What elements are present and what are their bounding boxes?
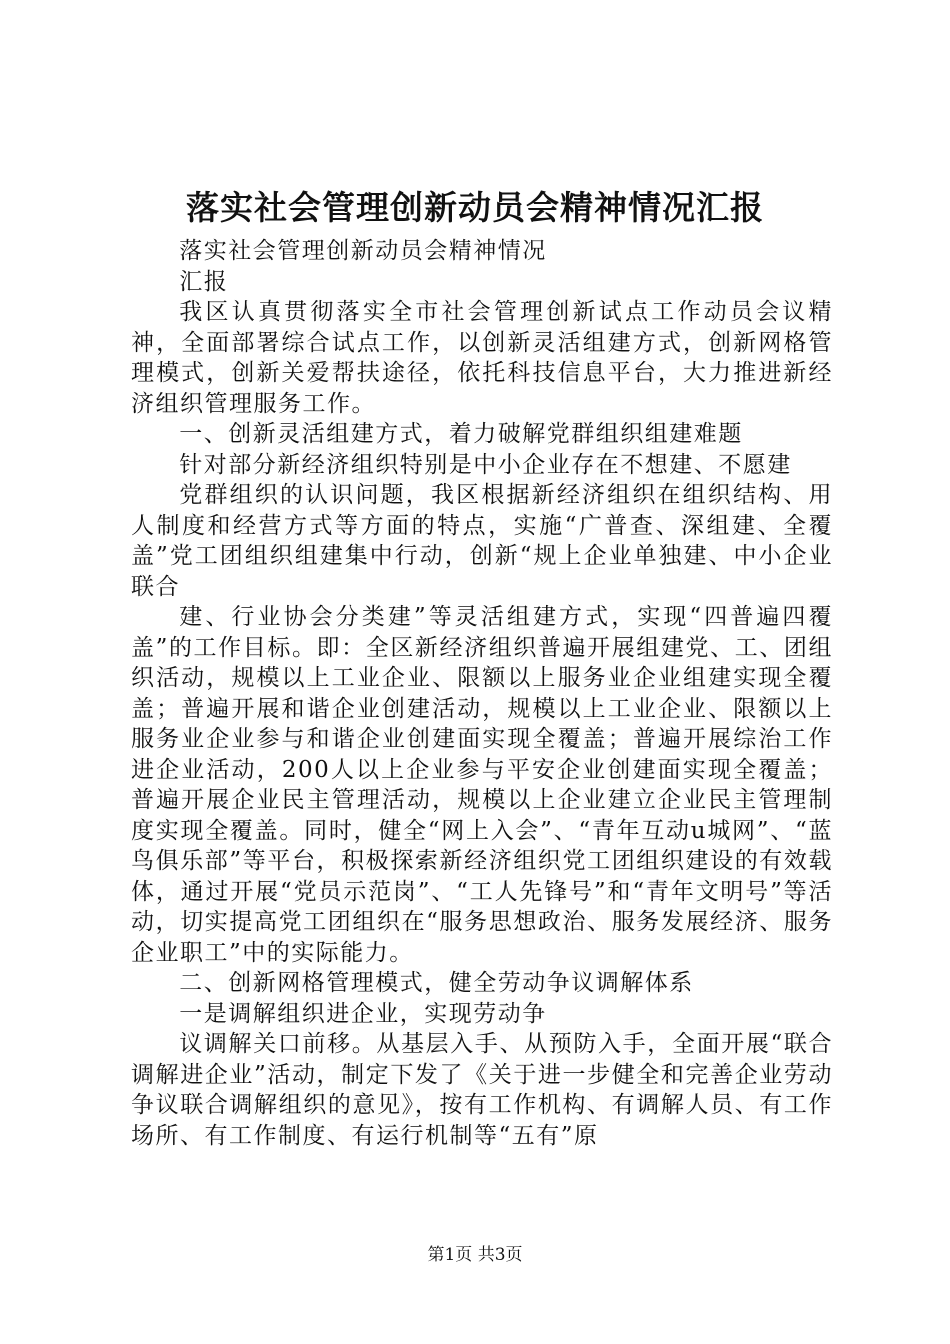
section-heading: 一、创新灵活组建方式，着力破解党群组织组建难题: [179, 421, 743, 447]
section-heading: 二、创新网格管理模式，健全劳动争议调解体系: [179, 970, 694, 996]
page-footer: 第1页 共3页: [427, 1245, 523, 1265]
paragraph: 一是调解组织进企业，实现劳动争: [179, 1000, 547, 1027]
subtitle-line: 落实社会管理创新动员会精神情况: [179, 238, 547, 264]
paragraph: 建、行业协会分类建”等灵活组建方式，实现“四普遍四覆盖”的工作目标。即：全区新经济组织普遍开展组建党、工、团组织活动，规模以上工业企业、限额以上服务业企业组建实现全覆盖；普遍开展和谐企业创建活动，规模以上工业企业、限额以上服务业企业参与和谐企业创建面实现全覆盖；普遍开展综治工作进企业活动，200人以上企业参与平安企业创建面实现全覆盖；普遍开展企业民主管理活动，规模以上企业建立企业民主管理制度实现全覆盖。同时，健全“网上入会”、“青年互动u城网”、“蓝鸟俱乐部”等平台，积极探索新经济组织党工团组织建设的有效载体，通过开展“党员示范岗”、“工人先锋号”和“青年文明号”等活动，切实提高党工团组织在“服务思想政治、服务发展经济、服务企业职工”中的实际能力。: [131, 604, 833, 966]
paragraph: 针对部分新经济组织特别是中小企业存在不想建、不愿建: [179, 451, 792, 478]
paragraph: 党群组织的认识问题，我区根据新经济组织在组织结构、用人制度和经营方式等方面的特点，实施“广普查、深组建、全覆盖”党工团组织组建集中行动，创新“规上企业单独建、中小企业联合: [131, 482, 833, 600]
document-title: 落实社会管理创新动员会精神情况汇报: [186, 188, 764, 227]
paragraph: 我区认真贯彻落实全市社会管理创新试点工作动员会议精神，全面部署综合试点工作，以创新灵活组建方式，创新网格管理模式，创新关爱帮扶途径，依托科技信息平台，大力推进新经济组织管理服务工作。: [131, 299, 833, 417]
document-body: [131, 236, 833, 1151]
subtitle-line: 汇报: [179, 268, 229, 295]
paragraph: 议调解关口前移。从基层入手、从预防入手，全面开展“联合调解进企业”活动，制定下发了《关于进一步健全和完善企业劳动争议联合调解组织的意见》，按有工作机构、有调解人员、有工作场所、有工作制度、有运行机制等“五有”原: [131, 1031, 833, 1149]
